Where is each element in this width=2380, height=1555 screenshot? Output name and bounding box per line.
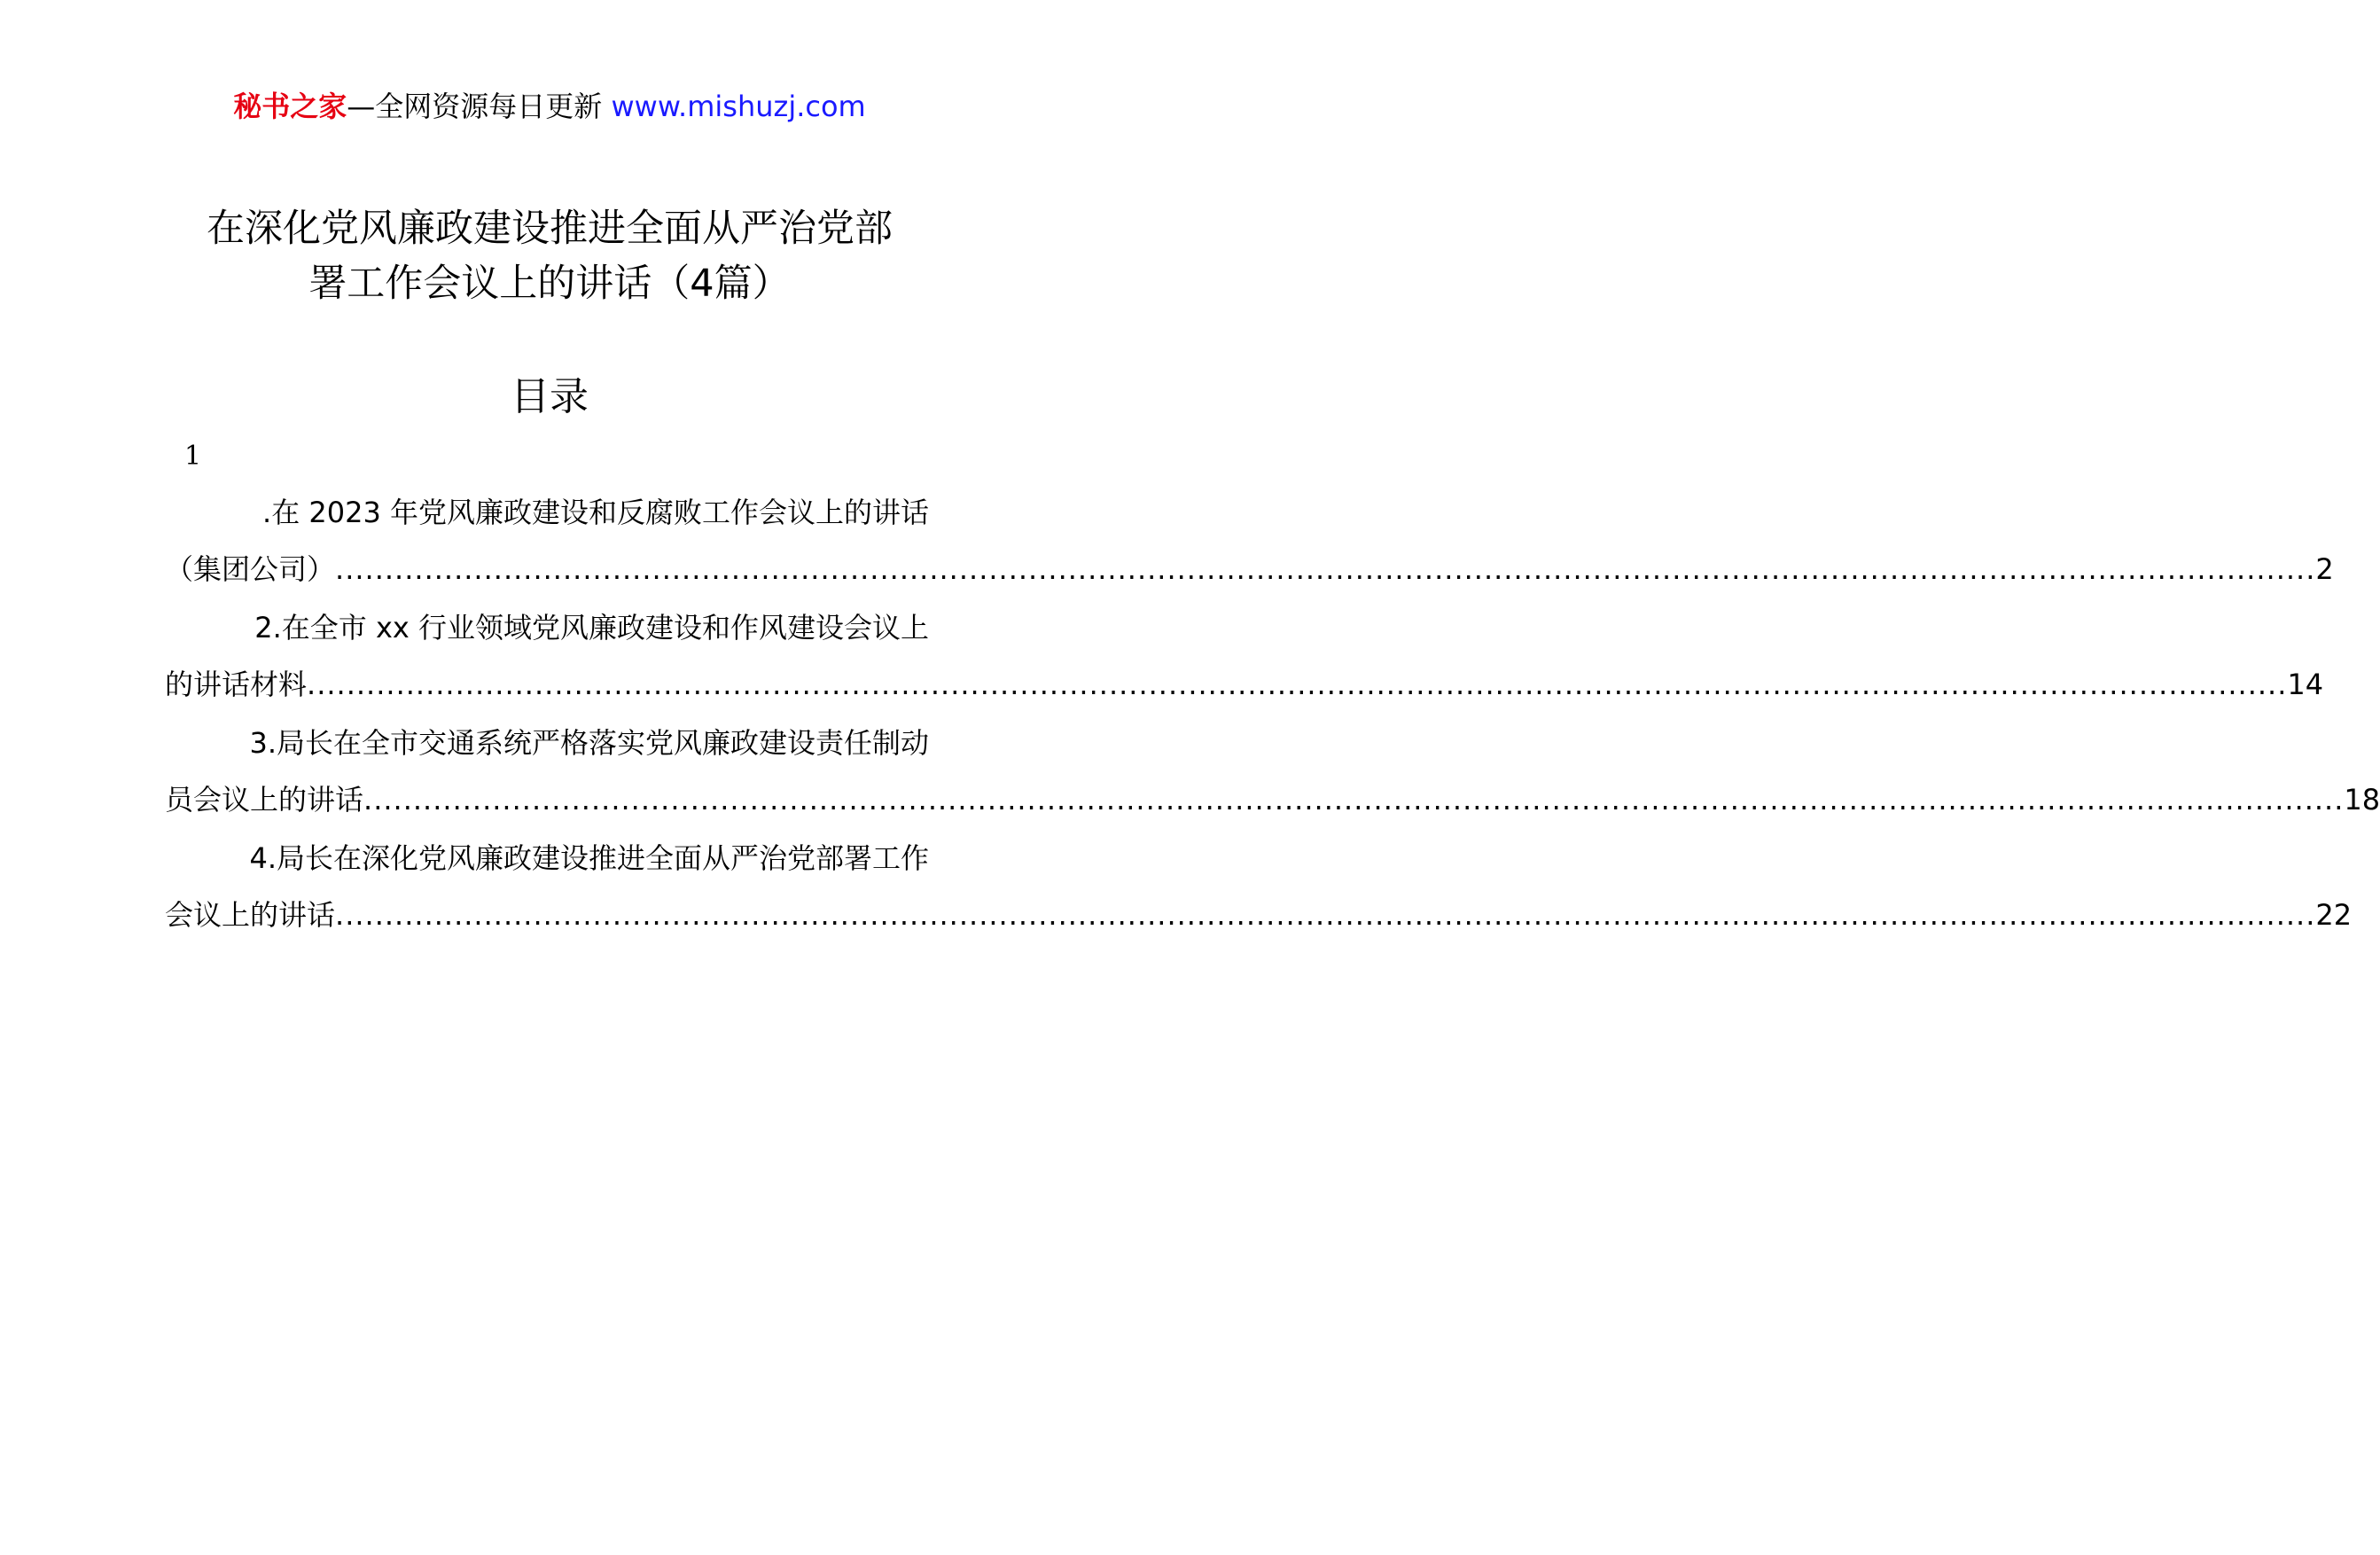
toc-entry-1-line-1[interactable]: .在 2023 年党风廉政建设和反腐败工作会议上的讲话 (262, 496, 929, 529)
dot-leader: ........................................................................................................................................................................................................ (363, 783, 2345, 817)
stray-number: 1 (184, 441, 202, 472)
site-header (0, 87, 1099, 126)
toc-entry-text: 员会议上的讲话 (165, 783, 364, 817)
toc-page-number: 14 (2287, 668, 2324, 701)
document-title-line-1: 在深化党风廉政建设推进全面从严治党部 (207, 207, 893, 251)
toc-entry-4-line-2[interactable] (165, 895, 2353, 934)
toc-page-number: 22 (2315, 898, 2353, 932)
toc-entry-text: （集团公司） (165, 552, 336, 586)
toc-heading: 目录 (511, 374, 589, 419)
document-title-line-2: 署工作会议上的讲话（4篇） (308, 262, 791, 306)
toc-entry-3-line-1[interactable]: 3.局长在全市交通系统严格落实党风廉政建设责任制动 (249, 726, 929, 760)
brand-name: 秘书之家 (233, 90, 347, 123)
site-url-link[interactable]: www.mishuzj.com (611, 90, 866, 123)
toc-entry-1-line-2[interactable] (165, 550, 2334, 589)
header-tagline: —全网资源每日更新 (347, 90, 603, 123)
dot-leader: ........................................................................................................................................................................................................ (335, 552, 2316, 586)
toc-entry-text: 会议上的讲话 (165, 898, 336, 932)
toc-entry-2-line-1[interactable]: 2.在全市 xx 行业领域党风廉政建设和作风建设会议上 (254, 611, 929, 645)
dot-leader: ........................................................................................................................................................................................................ (335, 898, 2316, 932)
toc-entry-text: 的讲话材料 (165, 668, 308, 701)
toc-entry-4-line-1[interactable]: 4.局长在深化党风廉政建设推进全面从严治党部署工作 (249, 841, 929, 875)
toc-page-number: 2 (2315, 552, 2334, 586)
toc-entry-3-line-2[interactable] (165, 780, 2380, 819)
toc-entry-2-line-2[interactable] (165, 665, 2324, 704)
dot-leader: ........................................................................................................................................................................................................ (307, 668, 2288, 701)
toc-page-number: 18 (2344, 783, 2380, 817)
